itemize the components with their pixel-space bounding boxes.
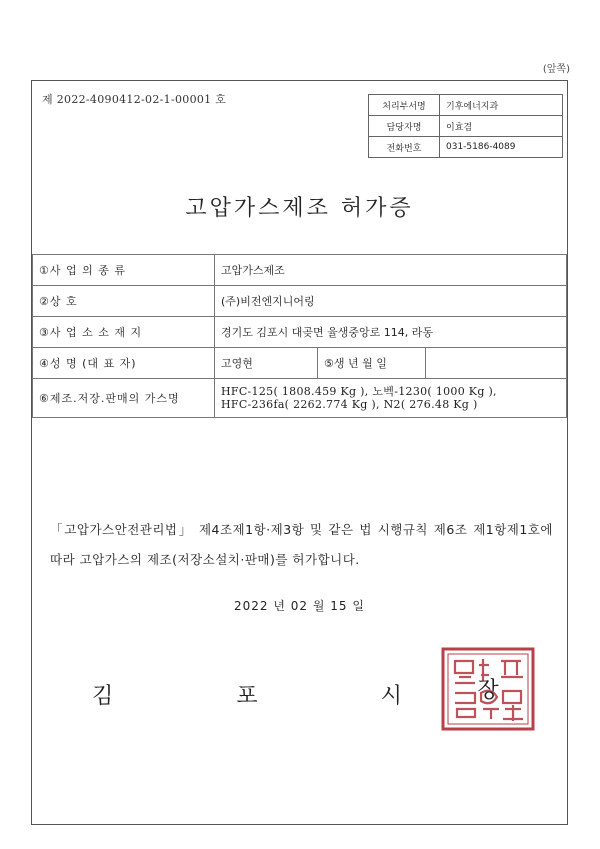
products-line-1: HFC-125( 1808.459 Kg ), 노벡-1230( 1000 Kg ), — [221, 385, 497, 398]
table-row — [33, 348, 567, 379]
issuer-name — [92, 679, 402, 710]
handler-value: 031-5186-4089 — [440, 137, 563, 158]
representative-label: ④성 명 (대 표 자) — [33, 348, 215, 379]
representative-value: 고영현 — [215, 348, 318, 379]
handler-key: 처리부서명 — [369, 95, 440, 116]
business-type-label: ①사 업 의 종 류 — [33, 255, 215, 286]
table-row — [33, 379, 567, 418]
address-value: 경기도 김포시 대곶면 율생중앙로 114, 라동 — [215, 317, 567, 348]
products-label: ⑥제조.저장.판매의 가스명 — [33, 379, 215, 418]
issuer-seal-char: 장 — [477, 678, 499, 703]
handler-value: 이효겸 — [440, 116, 563, 137]
products-line-2: HFC-236fa( 2262.774 Kg ), N2( 276.48 Kg ) — [221, 398, 478, 411]
official-seal-icon — [441, 647, 535, 731]
document-title: 고압가스제조 허가증 — [185, 196, 414, 221]
issuer-char: 김 — [92, 684, 114, 709]
table-row — [33, 255, 567, 286]
products-value — [215, 379, 567, 418]
handler-value: 기후에너지과 — [440, 95, 563, 116]
table-row — [33, 286, 567, 317]
handler-info-table — [368, 94, 563, 158]
document-number: 제 2022-4090412-02-1-00001 호 — [42, 93, 227, 106]
business-type-value: 고압가스제조 — [215, 255, 567, 286]
company-label: ②상 호 — [33, 286, 215, 317]
issuer-char: 시 — [380, 684, 402, 709]
permit-details-table — [32, 254, 567, 418]
certificate-frame — [31, 80, 568, 825]
handler-row — [369, 95, 563, 116]
table-row — [33, 317, 567, 348]
issuer-char: 포 — [236, 684, 258, 709]
handler-key: 담당자명 — [369, 116, 440, 137]
dob-label: ⑤생 년 월 일 — [318, 348, 426, 379]
address-label: ③사 업 소 소 재 지 — [33, 317, 215, 348]
permit-statement: 「고압가스안전관리법」 제4조제1항·제3항 및 같은 법 시행규칙 제6조 제1항제1호에 따라 고압가스의 제조(저장소설치·판매)를 허가합니다. — [50, 522, 553, 567]
issue-date: 2022 년 02 월 15 일 — [234, 599, 365, 613]
handler-key: 전화번호 — [369, 137, 440, 158]
page-side-label: (앞쪽) — [542, 64, 570, 75]
dob-value — [426, 348, 567, 379]
handler-row — [369, 137, 563, 158]
company-value: (주)비전엔지니어링 — [215, 286, 567, 317]
handler-row — [369, 116, 563, 137]
